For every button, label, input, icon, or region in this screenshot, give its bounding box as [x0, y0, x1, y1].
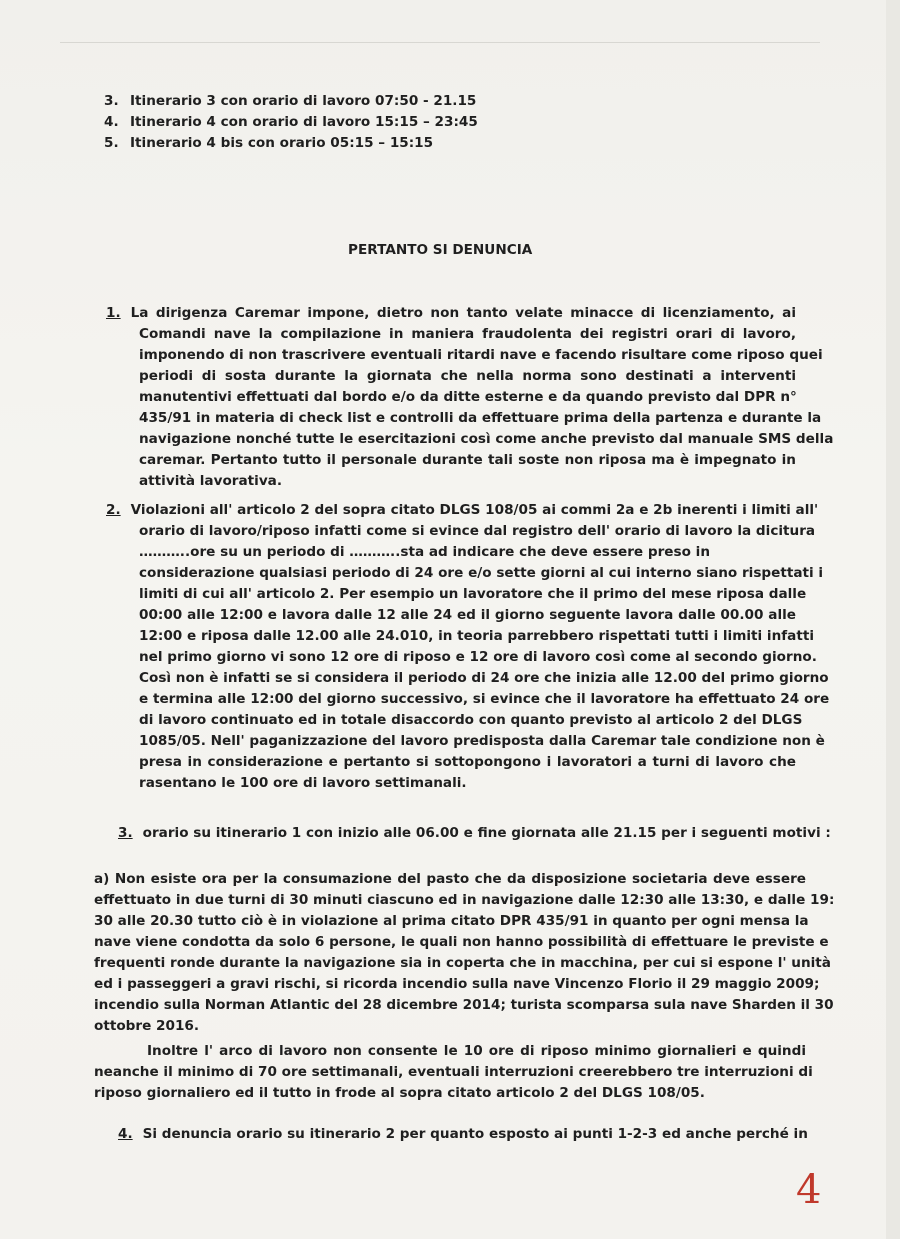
point-3-sub-a — [94, 869, 835, 1037]
point-number: 4. — [118, 1126, 133, 1142]
point-1-line: caremar. Pertanto tutto il personale durante tali soste non riposa ma è impegnato in — [139, 452, 796, 468]
list-item — [104, 112, 478, 133]
list-item-text: Itinerario 4 con orario di lavoro 15:15 – 23:45 — [130, 114, 478, 130]
list-item — [104, 133, 478, 154]
point-4-text: Si denuncia orario su itinerario 2 per quanto esposto ai punti 1-2-3 ed anche perché in — [142, 1126, 808, 1142]
show-through-header-line — [60, 28, 820, 43]
point-2-text: Violazioni all' articolo 2 del sopra citato DLGS 108/05 ai commi 2a e 2b inerenti i limiti all' — [130, 502, 819, 518]
point-3-sub-b — [94, 1041, 813, 1104]
itinerary-list — [104, 91, 478, 154]
list-item-number: 4. — [104, 114, 119, 130]
point-1-text: La dirigenza Caremar impone, dietro non tanto velate minacce di licenziamento, ai — [130, 305, 796, 321]
point-2-line: rasentano le 100 ore di lavoro settimanali. — [139, 775, 467, 791]
point-3a-line: a) Non esiste ora per la consumazione del pasto che da disposizione societaria deve essere — [94, 871, 806, 887]
handwritten-page-number: 4 — [796, 1167, 822, 1213]
point-4-line — [118, 1124, 808, 1145]
point-2-line: limiti di cui all' articolo 2. Per esempio un lavoratore che il primo del mese riposa dalle — [139, 586, 807, 602]
point-3a-line: effettuato in due turni di 30 minuti ciascuno ed in navigazione dalle 12:30 alle 13:30, e dalle 19: — [94, 892, 835, 908]
point-3b-line: riposo giornaliero ed il tutto in frode al sopra citato articolo 2 del DLGS 108/05. — [94, 1085, 705, 1101]
point-1-line: manutentivi effettuati dal bordo e/o da ditte esterne e da quando previsto dal DPR n° — [139, 389, 797, 405]
point-2-line: orario di lavoro/riposo infatti come si evince dal registro dell' orario di lavoro la dicitura — [139, 523, 816, 539]
point-3a-line: ed i passeggeri a gravi rischi, si ricorda incendio sulla nave Vincenzo Florio il 29 maggio 2009; — [94, 976, 820, 992]
point-1-line — [106, 303, 796, 324]
point-3b-line: neanche il minimo di 70 ore settimanali, eventuali interruzioni creerebbero tre interruzioni di — [94, 1064, 813, 1080]
point-3a-line: frequenti ronde durante la navigazione sia in coperta che in macchina, per cui si espone l' unità — [94, 955, 831, 971]
point-2-line — [106, 500, 819, 521]
point-1 — [106, 303, 834, 492]
point-1-line: navigazione nonché tutte le esercitazioni così come anche previsto dal manuale SMS della — [139, 431, 834, 447]
point-4 — [118, 1124, 808, 1145]
point-3a-line: ottobre 2016. — [94, 1018, 200, 1034]
point-2-line: 1085/05. Nell' paganizzazione del lavoro predisposta dalla Caremar tale condizione non è — [139, 733, 825, 749]
point-3a-line: incendio sulla Norman Atlantic del 28 dicembre 2014; turista scomparsa sula nave Sharden il 30 — [94, 997, 834, 1013]
point-3-line — [118, 823, 831, 844]
point-2-line: considerazione qualsiasi periodo di 24 ore e/o sette giorni al cui interno siano rispettati i — [139, 565, 824, 581]
point-2-line: 00:00 alle 12:00 e lavora dalle 12 alle 24 ed il giorno seguente lavora dalle 00.00 alle — [139, 607, 796, 623]
point-number: 2. — [106, 502, 121, 518]
point-1-line: imponendo di non trascrivere eventuali ritardi nave e facendo risultare come riposo quei — [139, 347, 823, 363]
point-3-intro: orario su itinerario 1 con inizio alle 06.00 e fine giornata alle 21.15 per i seguenti motivi : — [142, 825, 831, 841]
point-3a-line: 30 alle 20.30 tutto ciò è in violazione al prima citato DPR 435/91 in quanto per ogni mensa la — [94, 913, 809, 929]
section-heading: PERTANTO SI DENUNCIA — [348, 242, 533, 258]
point-1-line: attività lavorativa. — [139, 473, 283, 489]
point-1-line: Comandi nave la compilazione in maniera fraudolenta dei registri orari di lavoro, — [139, 326, 796, 342]
point-2-line: e termina alle 12:00 del giorno successivo, si evince che il lavoratore ha effettuato 24 ore — [139, 691, 830, 707]
list-item — [104, 91, 478, 112]
point-1-line: 435/91 in materia di check list e controlli da effettuare prima della partenza e durante la — [139, 410, 822, 426]
point-number: 1. — [106, 305, 121, 321]
point-2 — [106, 500, 830, 794]
list-item-number: 5. — [104, 135, 119, 151]
page-edge — [886, 0, 900, 1239]
point-2-line: Così non è infatti se si considera il periodo di 24 ore che inizia alle 12.00 del primo giorno — [139, 670, 829, 686]
point-2-line: 12:00 e riposa dalle 12.00 alle 24.010, in teoria parrebbero rispettati tutti i limiti infatti — [139, 628, 815, 644]
point-1-line: periodi di sosta durante la giornata che nella norma sono destinati a interventi — [139, 368, 796, 384]
point-2-line: nel primo giorno vi sono 12 ore di riposo e 12 ore di lavoro così come al secondo giorno. — [139, 649, 817, 665]
point-3 — [118, 823, 831, 844]
point-2-line: ………..ore su un periodo di ………..sta ad indicare che deve essere preso in — [139, 544, 711, 560]
point-number: 3. — [118, 825, 133, 841]
point-2-line: presa in considerazione e pertanto si sottopongono i lavoratori a turni di lavoro che — [139, 754, 796, 770]
list-item-text: Itinerario 3 con orario di lavoro 07:50 - 21.15 — [130, 93, 477, 109]
point-2-line: di lavoro continuato ed in totale disaccordo con quanto previsto al articolo 2 del DLGS — [139, 712, 803, 728]
list-item-number: 3. — [104, 93, 119, 109]
list-item-text: Itinerario 4 bis con orario 05:15 – 15:15 — [130, 135, 434, 151]
point-3a-line: nave viene condotta da solo 6 persone, le quali non hanno possibilità di effettuare le previste e — [94, 934, 829, 950]
point-3b-line: Inoltre l' arco di lavoro non consente le 10 ore di riposo minimo giornalieri e quindi — [147, 1043, 806, 1059]
